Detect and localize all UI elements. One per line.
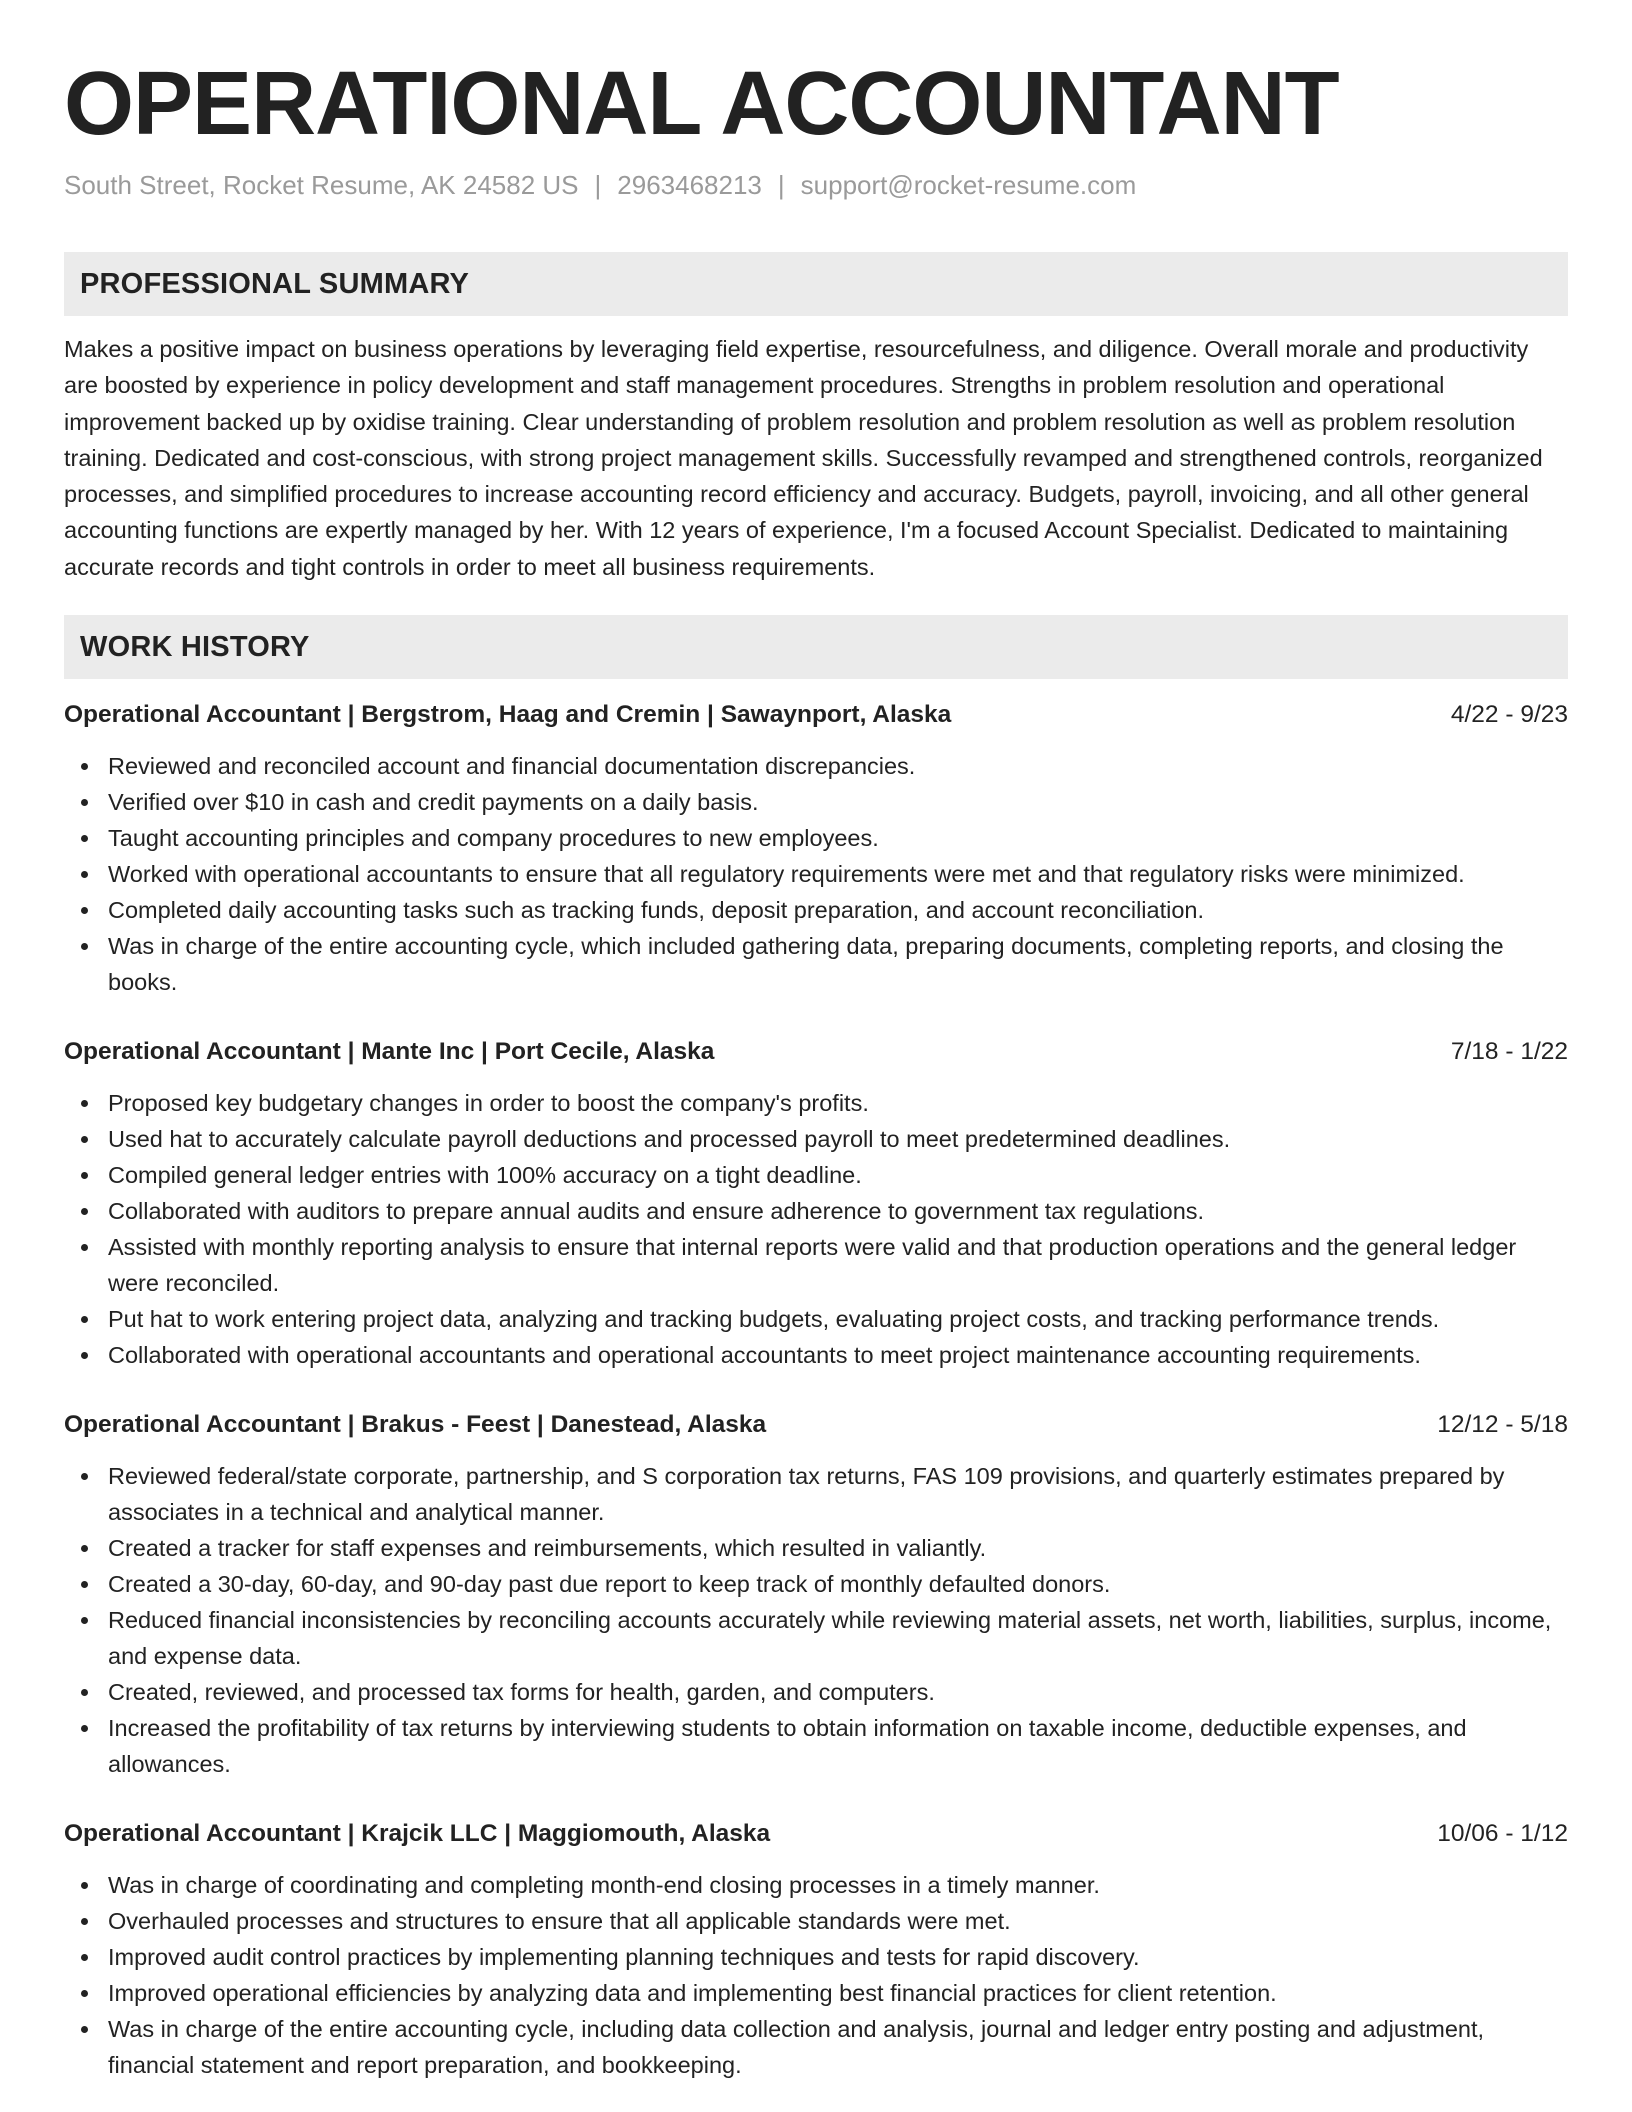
job-title: Operational Accountant | Bergstrom, Haag and Cremin | Sawaynport, Alaska <box>64 701 952 729</box>
contact-line <box>64 168 1568 202</box>
job-bullets <box>64 1867 1568 2083</box>
job-bullet: Increased the profitability of tax returns by interviewing students to obtain information on taxable income, deductible expenses, and allowances. <box>64 1710 1568 1782</box>
section-header-work-history: WORK HISTORY <box>64 615 1568 679</box>
job-bullet: Verified over $10 in cash and credit payments on a daily basis. <box>64 784 1568 820</box>
job-dates: 4/22 - 9/23 <box>1450 701 1568 729</box>
contact-address: South Street, Rocket Resume, AK 24582 US <box>64 170 579 200</box>
summary-text: Makes a positive impact on business operations by leveraging field expertise, resourcefulness, and diligence. Overall morale and productivity are boosted by experience in policy development and staff management procedures. Strengths in problem resolution and operational improvement backed up by oxidise training. Clear understanding of problem resolution and problem resolution as well as problem resolution training. Dedicated and cost-conscious, with strong project management skills. Successfully revamped and strengthened controls, reorganized processes, and simplified procedures to increase accounting record efficiency and accuracy. Budgets, payroll, invoicing, and all other general accounting functions are expertly managed by her. With 12 years of experience, I'm a focused Account Specialist. Dedicated to maintaining accurate records and tight controls in order to meet all business requirements. <box>64 336 1543 580</box>
job-bullet: Taught accounting principles and company procedures to new employees. <box>64 820 1568 856</box>
contact-email: support@rocket-resume.com <box>800 170 1137 200</box>
job-bullets <box>64 1458 1568 1782</box>
job-bullet: Completed daily accounting tasks such as tracking funds, deposit preparation, and account reconciliation. <box>64 892 1568 928</box>
job-entry <box>64 697 1568 1000</box>
job-bullet: Collaborated with operational accountants and operational accountants to meet project maintenance accounting requirements. <box>64 1337 1568 1373</box>
job-title-row <box>64 1407 1568 1443</box>
job-bullet: Reviewed and reconciled account and financial documentation discrepancies. <box>64 748 1568 784</box>
job-bullets <box>64 748 1568 1000</box>
job-title: Operational Accountant | Brakus - Feest | Danestead, Alaska <box>64 1411 767 1439</box>
job-bullet: Created, reviewed, and processed tax forms for health, garden, and computers. <box>64 1674 1568 1710</box>
job-entry <box>64 1034 1568 1373</box>
job-bullet: Assisted with monthly reporting analysis to ensure that internal reports were valid and that production operations and the general ledger were reconciled. <box>64 1229 1568 1301</box>
section-header-professional-summary: PROFESSIONAL SUMMARY <box>64 252 1568 316</box>
contact-phone: 2963468213 <box>617 170 762 200</box>
job-title: Operational Accountant | Mante Inc | Port Cecile, Alaska <box>64 1038 715 1066</box>
job-dates: 7/18 - 1/22 <box>1450 1038 1568 1066</box>
job-bullet: Reduced financial inconsistencies by reconciling accounts accurately while reviewing material assets, net worth, liabilities, surplus, income, and expense data. <box>64 1602 1568 1674</box>
job-bullet: Created a tracker for staff expenses and reimbursements, which resulted in valiantly. <box>64 1530 1568 1566</box>
job-bullets <box>64 1085 1568 1373</box>
job-entry <box>64 1407 1568 1782</box>
contact-separator: | <box>777 170 785 200</box>
job-title-row <box>64 697 1568 733</box>
job-title-row <box>64 1034 1568 1070</box>
job-bullet: Was in charge of the entire accounting cycle, including data collection and analysis, journal and ledger entry posting and adjustment, financial statement and report preparation, and bookkeeping. <box>64 2011 1568 2083</box>
job-title: Operational Accountant | Krajcik LLC | Maggiomouth, Alaska <box>64 1820 771 1848</box>
job-bullet: Created a 30-day, 60-day, and 90-day past due report to keep track of monthly defaulted donors. <box>64 1566 1568 1602</box>
job-bullet: Was in charge of coordinating and completing month-end closing processes in a timely manner. <box>64 1867 1568 1903</box>
job-bullet: Reviewed federal/state corporate, partnership, and S corporation tax returns, FAS 109 provisions, and quarterly estimates prepared by associates in a technical and analytical manner. <box>64 1458 1568 1530</box>
job-dates: 10/06 - 1/12 <box>1437 1820 1568 1848</box>
contact-separator: | <box>594 170 602 200</box>
job-bullet: Overhauled processes and structures to ensure that all applicable standards were met. <box>64 1903 1568 1939</box>
job-bullet: Compiled general ledger entries with 100% accuracy on a tight deadline. <box>64 1157 1568 1193</box>
job-bullet: Was in charge of the entire accounting cycle, which included gathering data, preparing documents, completing reports, and closing the books. <box>64 928 1568 1000</box>
job-bullet: Worked with operational accountants to ensure that all regulatory requirements were met and that regulatory risks were minimized. <box>64 856 1568 892</box>
job-bullet: Proposed key budgetary changes in order to boost the company's profits. <box>64 1085 1568 1121</box>
job-dates: 12/12 - 5/18 <box>1437 1411 1568 1439</box>
job-bullet: Collaborated with auditors to prepare annual audits and ensure adherence to government tax regulations. <box>64 1193 1568 1229</box>
job-entry <box>64 1816 1568 2083</box>
resume-name: OPERATIONAL ACCOUNTANT <box>64 54 1339 154</box>
job-bullet: Used hat to accurately calculate payroll deductions and processed payroll to meet predetermined deadlines. <box>64 1121 1568 1157</box>
job-bullet: Improved audit control practices by implementing planning techniques and tests for rapid discovery. <box>64 1939 1568 1975</box>
job-title-row <box>64 1816 1568 1852</box>
job-bullet: Improved operational efficiencies by analyzing data and implementing best financial practices for client retention. <box>64 1975 1568 2011</box>
work-history-list <box>64 697 1568 2083</box>
job-bullet: Put hat to work entering project data, analyzing and tracking budgets, evaluating project costs, and tracking performance trends. <box>64 1301 1568 1337</box>
